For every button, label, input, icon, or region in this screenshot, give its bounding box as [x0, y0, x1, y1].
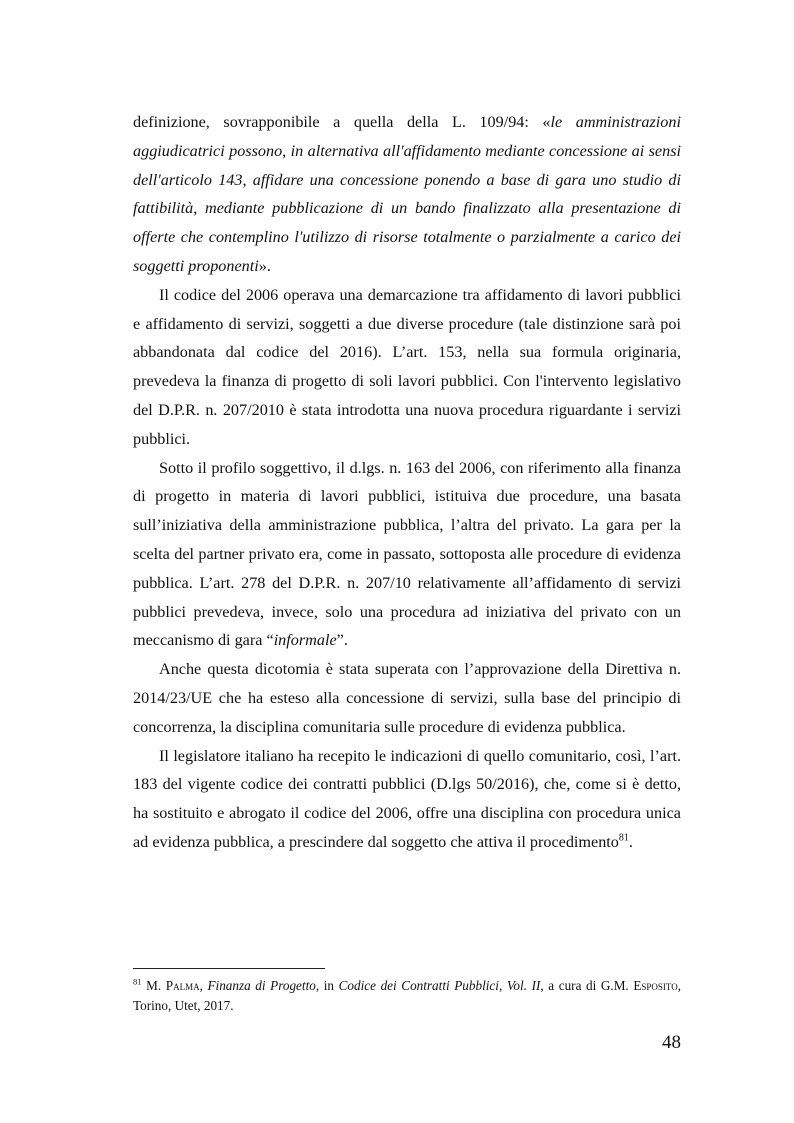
paragraph-5-end: .: [628, 832, 633, 851]
footnote-tail: , Torino, Utet, 2017.: [133, 978, 682, 1013]
footnote-author-initial: M. P: [146, 978, 174, 993]
paragraph-3-text: Sotto il profilo soggettivo, il d.lgs. n. 163 del 2006, con riferimento alla finanza di progetto in materia di lavori pubblici, istituiva due procedure, una basata sull’iniziativa della amministrazione pubblica, l’altra del privato. La gara per la scelta del partner privato era, come in passato, sottoposta alle procedure di evidenza pubblica. L’art. 278 del D.P.R. n. 207/10 relativamente all’affidamento di servizi pubblici prevedeva, invece, solo una procedura ad iniziativa del privato con un meccanismo di gara “: [133, 458, 681, 650]
paragraph-1: [133, 108, 681, 281]
footnote-number: 81: [133, 976, 142, 987]
footnote: [133, 976, 681, 1015]
paragraph-1-text: definizione, sovrapponibile a quella della L. 109/94: «: [133, 113, 551, 131]
paragraph-1-close: ».: [258, 256, 271, 275]
footnote-separator: [133, 968, 325, 969]
paragraph-5: [133, 742, 681, 857]
footnote-author-smallcaps: alma: [173, 978, 200, 993]
footnote-separator-1: ,: [199, 978, 208, 993]
footnote-separator-2: , in: [315, 978, 339, 993]
footnote-work: Codice dei Contratti Pubblici: [338, 978, 499, 993]
footnote-editor-prefix: a cura di G.M. E: [543, 978, 642, 993]
paragraph-3-emphasis: informale: [273, 631, 337, 650]
paragraph-5-text: Il legislatore italiano ha recepito le indicazioni di quello comunitario, così, l’art. 183 del vigente codice dei contratti pubblici (D.lgs 50/2016), che, come si è detto, ha sostituito e abrogato il codice del 2006, offre una disciplina con procedura unica ad evidenza pubblica, a prescindere dal soggetto che attiva il procedimento: [133, 746, 681, 851]
paragraph-1-quote: le amministrazioni aggiudicatrici possono, in alternativa all'affidamento mediante concessione ai sensi dell'articolo 143, affidare una concessione ponendo a base di gara uno studio di fattibilità, mediante pubblicazione di un bando finalizzato alla presentazione di offerte che contemplino l'utilizzo di risorse totalmente o parzialmente a carico dei soggetti proponenti: [133, 113, 681, 275]
page-number: 48: [662, 1032, 681, 1053]
paragraph-2: Il codice del 2006 operava una demarcazione tra affidamento di lavori pubblici e affidamento di servizi, soggetti a due diverse procedure (tale distinzione sarà poi abbandonata dal codice del 2016). L’art. 153, nella sua formula originaria, prevedeva la finanza di progetto di soli lavori pubblici. Con l'intervento legislativo del D.P.R. n. 207/2010 è stata introdotta una nuova procedura riguardante i servizi pubblici.: [133, 285, 681, 448]
footnote-separator-3: ,: [498, 978, 507, 993]
footnote-reference[interactable]: 81: [618, 832, 629, 844]
body-text: [133, 108, 681, 857]
footnote-volume: Vol. II,: [506, 978, 544, 993]
paragraph-4: Anche questa dicotomia è stata superata con l’approvazione della Direttiva n. 2014/23/UE che ha esteso alla concessione di servizi, sulla base del principio di concorrenza, la disciplina comunitaria sulle procedure di evidenza pubblica.: [133, 660, 681, 736]
footnote-title: Finanza di Progetto: [207, 978, 316, 993]
paragraph-3-close: ”.: [336, 631, 348, 650]
footnote-editor-smallcaps: sposito: [641, 978, 678, 993]
paragraph-3: [133, 454, 681, 656]
